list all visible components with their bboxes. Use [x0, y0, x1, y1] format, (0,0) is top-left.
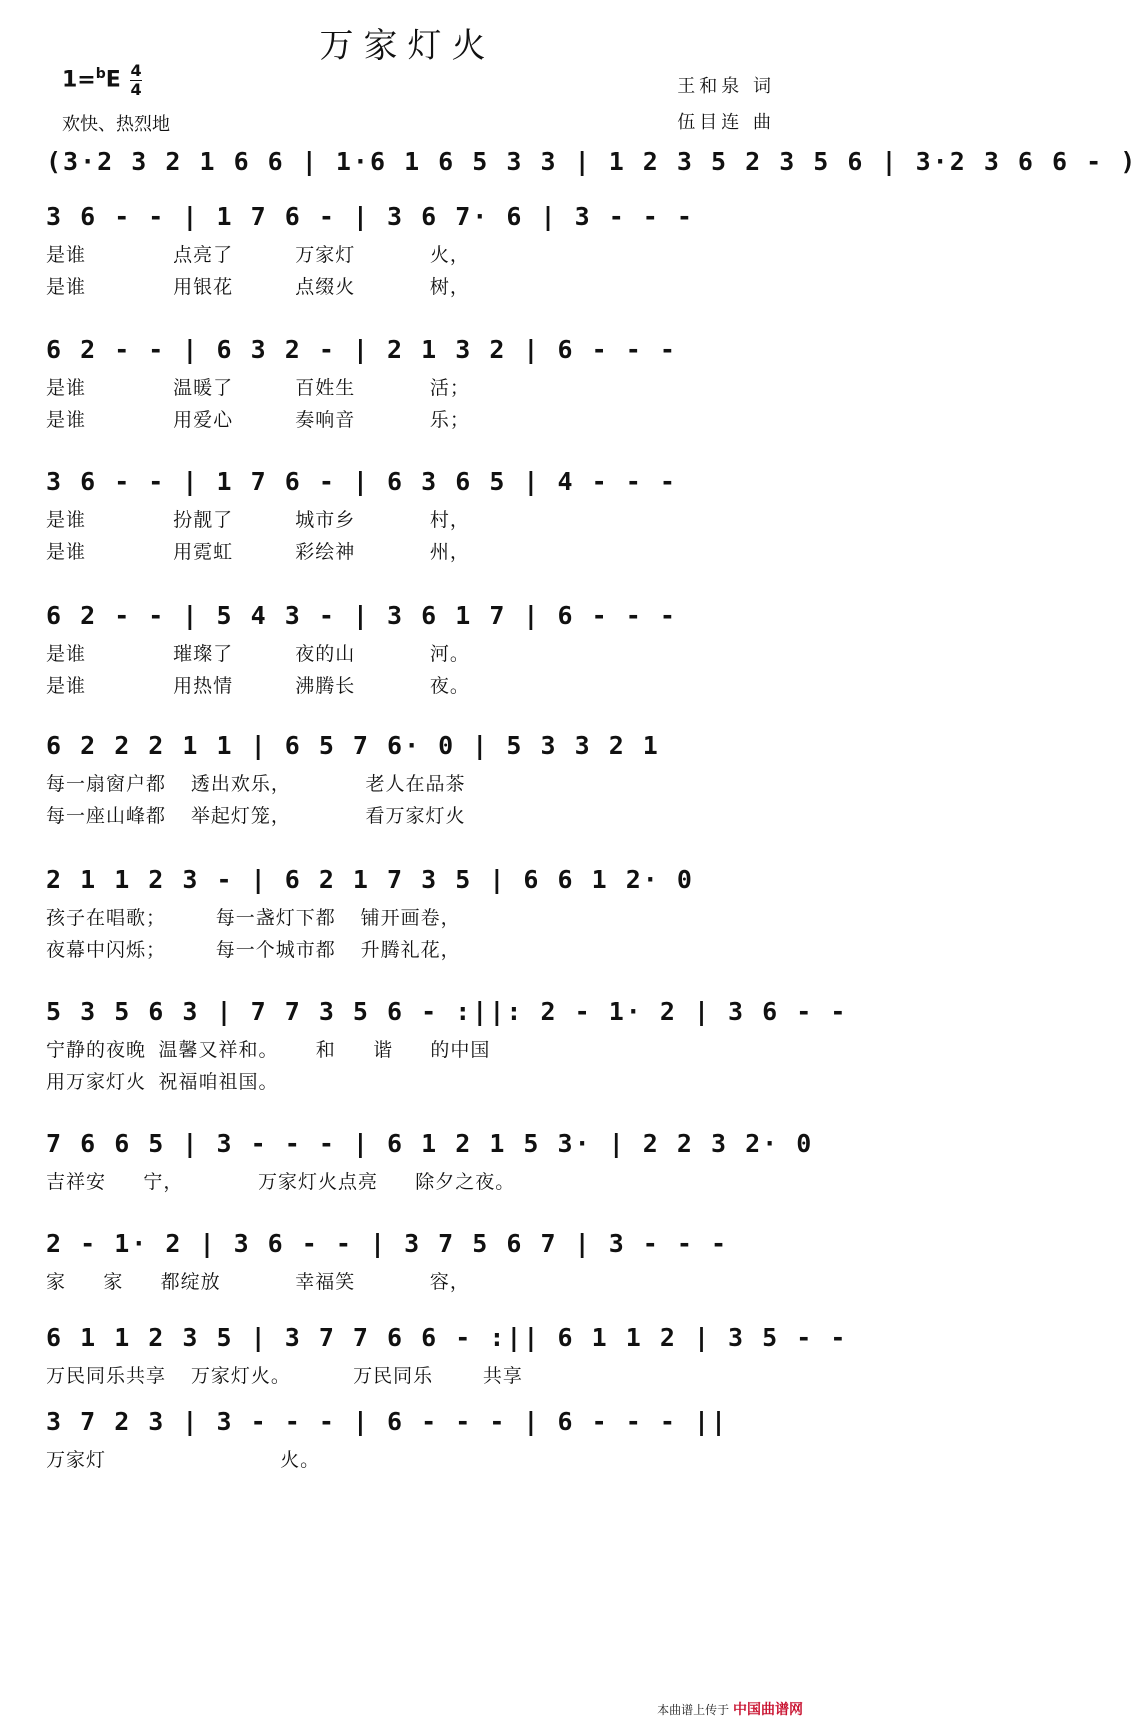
- system-9: [46, 1222, 781, 1298]
- lyric-verse-2: 是谁 用银花 点缀火 树，: [46, 276, 470, 298]
- notes-line: 6 2 2 2 1 1 | 6 5 7 6· 0 | 5 3 3 2 1: [46, 731, 660, 760]
- lyric-verse-2: 是谁 用热情 沸腾长 夜。: [46, 675, 470, 697]
- lyric-verse-1: 万家灯 火。: [46, 1449, 321, 1471]
- lyric-verse-1: 万民同乐共享 万家灯火。 万民同乐 共享: [46, 1365, 523, 1387]
- notes-line: 6 2 - - | 6 3 2 - | 2 1 3 2 | 6 - - -: [46, 335, 677, 364]
- notes-line: 7 6 6 5 | 3 - - - | 6 1 2 1 5 3· | 2 2 3 2· 0: [46, 1129, 814, 1158]
- lyric-verse-1: 是谁 璀璨了 夜的山 河。: [46, 643, 470, 665]
- composer: 伍目连 曲: [677, 112, 775, 133]
- lyric-verse-2: 用万家灯火 祝福咱祖国。: [46, 1071, 279, 1093]
- lyric-verse-1: 是谁 扮靓了 城市乡 村，: [46, 509, 470, 531]
- lyric-verse-1: 家 家 都绽放 幸福笑 容，: [46, 1271, 470, 1293]
- lyric-verse-1: 是谁 点亮了 万家灯 火，: [46, 244, 470, 266]
- meter-denominator: 4: [130, 80, 142, 99]
- notes-line: 2 1 1 2 3 - | 6 2 1 7 3 5 | 6 6 1 2· 0: [46, 865, 694, 894]
- system-10: [46, 1316, 848, 1392]
- notes-line: 6 1 1 2 3 5 | 3 7 7 6 6 - :|| 6 1 1 2 | 3 5 - -: [46, 1323, 848, 1352]
- system-2: [46, 328, 781, 436]
- system-intro: [46, 140, 1137, 184]
- flat-sign: b: [95, 66, 106, 83]
- notes-line: 5 3 5 6 3 | 7 7 3 5 6 - :||: 2 - 1· 2 | 3 6 - -: [46, 997, 848, 1026]
- key-signature: [62, 62, 142, 99]
- system-6: [46, 858, 781, 966]
- footer-text: 本曲谱上传于: [657, 1703, 730, 1717]
- notes-line: 3 7 2 3 | 3 - - - | 6 - - - | 6 - - - ||: [46, 1407, 729, 1436]
- lyric-verse-2: 夜幕中闪烁； 每一个城市都 升腾礼花，: [46, 939, 461, 961]
- lyric-verse-1: 宁静的夜晚 温馨又祥和。 和 谐 的中国: [46, 1039, 491, 1061]
- system-4: [46, 594, 781, 702]
- key-note: E: [105, 67, 121, 93]
- song-title: 万家灯火: [319, 26, 496, 66]
- key-prefix: 1=: [62, 67, 96, 93]
- lyric-verse-1: 吉祥安 宁， 万家灯火点亮 除夕之夜。: [46, 1171, 516, 1193]
- lyric-verse-1: 孩子在唱歌； 每一盏灯下都 铺开画卷，: [46, 907, 461, 929]
- system-3: [46, 460, 781, 568]
- time-signature: [130, 62, 141, 99]
- lyric-verse-2: 每一座山峰都 举起灯笼， 看万家灯火: [46, 805, 466, 827]
- meter-numerator: 4: [130, 61, 142, 80]
- system-7: [46, 990, 848, 1098]
- lyric-verse-1: 是谁 温暖了 百姓生 活；: [46, 377, 470, 399]
- lyricist: 王和泉 词: [677, 76, 775, 97]
- tempo-marking: 欢快、热烈地: [62, 114, 170, 135]
- notes-line: 2 - 1· 2 | 3 6 - - | 3 7 5 6 7 | 3 - - -: [46, 1229, 729, 1258]
- system-8: [46, 1122, 814, 1198]
- footer-credit: [657, 1699, 803, 1719]
- notes-line: 3 6 - - | 1 7 6 - | 3 6 7· 6 | 3 - - -: [46, 202, 694, 231]
- notes-line: 3 6 - - | 1 7 6 - | 6 3 6 5 | 4 - - -: [46, 467, 677, 496]
- system-5: [46, 724, 781, 832]
- system-1: [46, 195, 781, 303]
- site-logo[interactable]: 中国曲谱网: [733, 1702, 803, 1718]
- system-11: [46, 1400, 781, 1476]
- lyric-verse-2: 是谁 用霓虹 彩绘神 州，: [46, 541, 470, 563]
- notes-line: (3·2 3 2 1 6 6 | 1·6 1 6 5 3 3 | 1 2 3 5 2 3 5 6 | 3·2 3 6 6 - ): [46, 147, 1137, 176]
- notes-line: 6 2 - - | 5 4 3 - | 3 6 1 7 | 6 - - -: [46, 601, 677, 630]
- lyric-verse-2: 是谁 用爱心 奏响音 乐；: [46, 409, 470, 431]
- lyric-verse-1: 每一扇窗户都 透出欢乐， 老人在品茶: [46, 773, 466, 795]
